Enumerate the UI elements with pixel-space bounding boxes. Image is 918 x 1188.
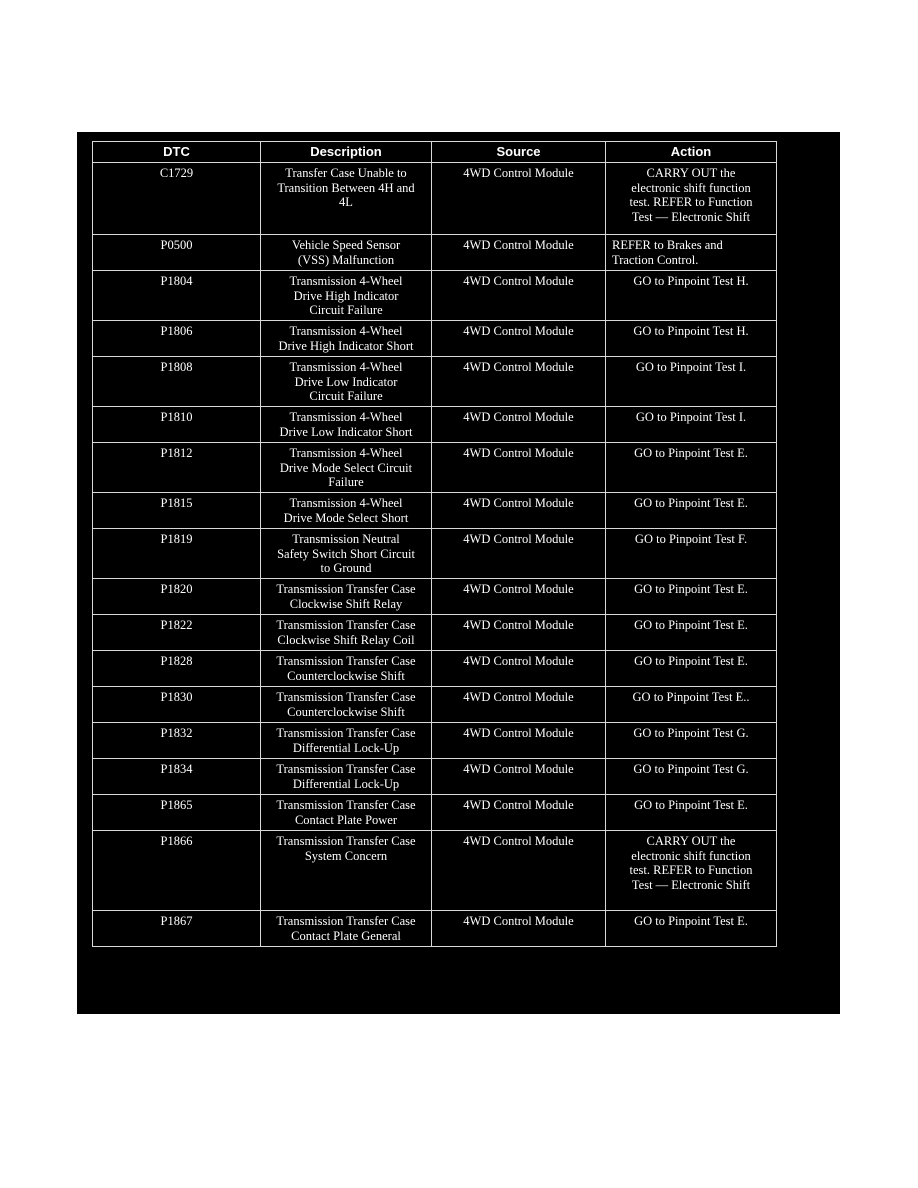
dtc-action: GO to Pinpoint Test E.. xyxy=(606,687,777,723)
table-header-row xyxy=(93,142,777,163)
dtc-source: 4WD Control Module xyxy=(432,493,606,529)
dtc-code: P1804 xyxy=(93,271,261,321)
dtc-description: Transmission Transfer Case Clockwise Shift Relay Coil xyxy=(261,615,432,651)
dtc-action: GO to Pinpoint Test I. xyxy=(606,407,777,443)
dtc-code: P0500 xyxy=(93,235,261,271)
table-row xyxy=(93,529,777,579)
dtc-source: 4WD Control Module xyxy=(432,911,606,947)
dtc-source: 4WD Control Module xyxy=(432,759,606,795)
table-row xyxy=(93,163,777,235)
dtc-source: 4WD Control Module xyxy=(432,723,606,759)
dtc-action: GO to Pinpoint Test G. xyxy=(606,723,777,759)
header-action: Action xyxy=(606,142,777,163)
dtc-description: Transmission Transfer Case Clockwise Shift Relay xyxy=(261,579,432,615)
dtc-action: GO to Pinpoint Test E. xyxy=(606,443,777,493)
dtc-action: GO to Pinpoint Test E. xyxy=(606,579,777,615)
dtc-description: Transmission Transfer Case Counterclockwise Shift xyxy=(261,651,432,687)
dtc-source: 4WD Control Module xyxy=(432,357,606,407)
dtc-source: 4WD Control Module xyxy=(432,443,606,493)
dtc-action: REFER to Brakes and Traction Control. xyxy=(606,235,777,271)
dtc-description: Transmission 4-Wheel Drive High Indicator Circuit Failure xyxy=(261,271,432,321)
dtc-description: Transmission 4-Wheel Drive Low Indicator Short xyxy=(261,407,432,443)
dtc-source: 4WD Control Module xyxy=(432,271,606,321)
header-description: Description xyxy=(261,142,432,163)
dtc-action: GO to Pinpoint Test E. xyxy=(606,795,777,831)
dtc-description: Transmission Transfer Case Differential Lock-Up xyxy=(261,759,432,795)
dtc-code: P1808 xyxy=(93,357,261,407)
dtc-action: GO to Pinpoint Test E. xyxy=(606,651,777,687)
dtc-code: P1810 xyxy=(93,407,261,443)
header-source: Source xyxy=(432,142,606,163)
dtc-code: P1819 xyxy=(93,529,261,579)
dtc-description: Vehicle Speed Sensor (VSS) Malfunction xyxy=(261,235,432,271)
dtc-action: GO to Pinpoint Test H. xyxy=(606,271,777,321)
table-row xyxy=(93,651,777,687)
table-row xyxy=(93,911,777,947)
table-row xyxy=(93,795,777,831)
table-row xyxy=(93,407,777,443)
table-row xyxy=(93,235,777,271)
table-row xyxy=(93,831,777,911)
dtc-code: P1834 xyxy=(93,759,261,795)
dtc-action: GO to Pinpoint Test I. xyxy=(606,357,777,407)
dtc-source: 4WD Control Module xyxy=(432,795,606,831)
dtc-action: GO to Pinpoint Test E. xyxy=(606,615,777,651)
dtc-action: CARRY OUT the electronic shift function test. REFER to Function Test — Electronic Shift xyxy=(606,831,777,911)
dtc-source: 4WD Control Module xyxy=(432,235,606,271)
dtc-source: 4WD Control Module xyxy=(432,615,606,651)
table-row xyxy=(93,615,777,651)
dtc-description: Transmission Transfer Case Counterclockwise Shift xyxy=(261,687,432,723)
dtc-code: P1820 xyxy=(93,579,261,615)
dtc-action: GO to Pinpoint Test E. xyxy=(606,493,777,529)
dtc-description: Transmission Neutral Safety Switch Short Circuit to Ground xyxy=(261,529,432,579)
table-row xyxy=(93,271,777,321)
dtc-action: GO to Pinpoint Test H. xyxy=(606,321,777,357)
dtc-source: 4WD Control Module xyxy=(432,831,606,911)
table-row xyxy=(93,321,777,357)
dtc-description: Transmission Transfer Case Contact Plate Power xyxy=(261,795,432,831)
dtc-source: 4WD Control Module xyxy=(432,579,606,615)
table-row xyxy=(93,723,777,759)
dtc-code: P1830 xyxy=(93,687,261,723)
header-dtc: DTC xyxy=(93,142,261,163)
dtc-code: P1866 xyxy=(93,831,261,911)
dtc-description: Transmission 4-Wheel Drive Low Indicator Circuit Failure xyxy=(261,357,432,407)
dtc-source: 4WD Control Module xyxy=(432,407,606,443)
dtc-source: 4WD Control Module xyxy=(432,687,606,723)
dtc-code: P1832 xyxy=(93,723,261,759)
table-row xyxy=(93,579,777,615)
dtc-description: Transmission Transfer Case Contact Plate General xyxy=(261,911,432,947)
dtc-source: 4WD Control Module xyxy=(432,651,606,687)
dtc-source: 4WD Control Module xyxy=(432,163,606,235)
dtc-action: GO to Pinpoint Test G. xyxy=(606,759,777,795)
table-row xyxy=(93,687,777,723)
dtc-source: 4WD Control Module xyxy=(432,321,606,357)
dtc-source: 4WD Control Module xyxy=(432,529,606,579)
dtc-code: P1865 xyxy=(93,795,261,831)
dtc-action: GO to Pinpoint Test E. xyxy=(606,911,777,947)
dtc-description: Transmission 4-Wheel Drive Mode Select Circuit Failure xyxy=(261,443,432,493)
dtc-code: C1729 xyxy=(93,163,261,235)
dtc-code: P1822 xyxy=(93,615,261,651)
dtc-description: Transmission 4-Wheel Drive Mode Select Short xyxy=(261,493,432,529)
dtc-code: P1828 xyxy=(93,651,261,687)
table-row xyxy=(93,357,777,407)
dtc-description: Transmission 4-Wheel Drive High Indicator Short xyxy=(261,321,432,357)
dtc-description: Transmission Transfer Case System Concern xyxy=(261,831,432,911)
table-row xyxy=(93,493,777,529)
table-row xyxy=(93,443,777,493)
dtc-code: P1806 xyxy=(93,321,261,357)
dtc-table xyxy=(92,141,777,947)
dtc-code: P1812 xyxy=(93,443,261,493)
dtc-code: P1815 xyxy=(93,493,261,529)
dtc-code: P1867 xyxy=(93,911,261,947)
dtc-description: Transfer Case Unable to Transition Between 4H and 4L xyxy=(261,163,432,235)
table-row xyxy=(93,759,777,795)
dtc-description: Transmission Transfer Case Differential Lock-Up xyxy=(261,723,432,759)
dtc-action: CARRY OUT the electronic shift function test. REFER to Function Test — Electronic Shift xyxy=(606,163,777,235)
dtc-action: GO to Pinpoint Test F. xyxy=(606,529,777,579)
